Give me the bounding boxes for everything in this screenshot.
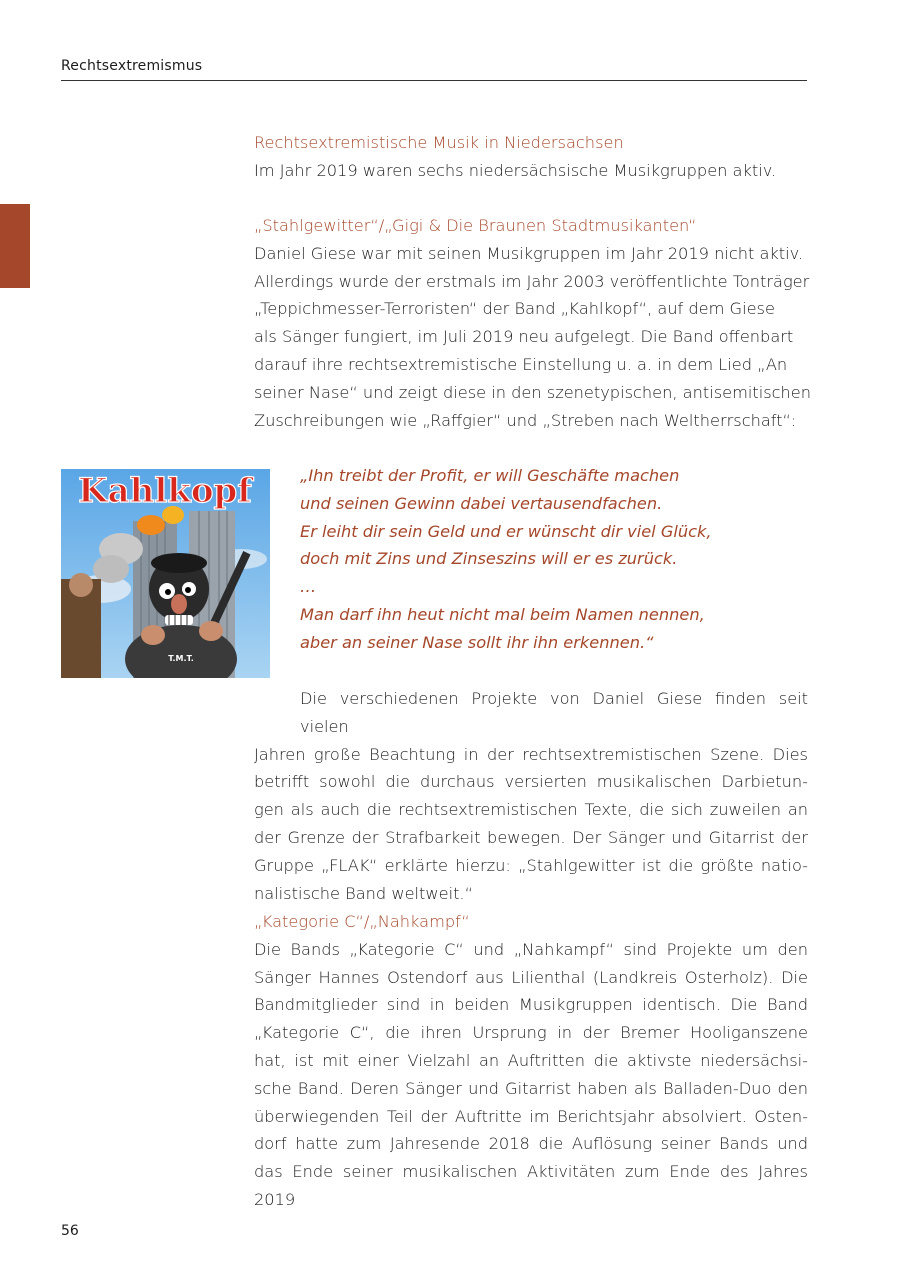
text-line: gen als auch die rechtsextremistischen Texte, die sich zuweilen an bbox=[254, 800, 808, 820]
cover-title-text: Kahlkopf bbox=[78, 471, 252, 511]
section-giese-projekte bbox=[254, 685, 808, 907]
text-line: als Sänger fungiert, im Juli 2019 neu aufgelegt. Die Band offenbart bbox=[254, 327, 794, 347]
quote-line: Man darf ihn heut nicht mal beim Namen nennen, bbox=[300, 604, 705, 624]
quote-line: doch mit Zins und Zinseszins will er es zurück. bbox=[300, 549, 678, 569]
section-heading: „Kategorie C“/„Nahkampf“ bbox=[254, 912, 470, 931]
song-lyrics-quote bbox=[300, 462, 760, 657]
quote-line: aber an seiner Nase sollt ihr ihn erkennen.“ bbox=[300, 632, 654, 652]
text-line: seiner Nase“ und zeigt diese in den szenetypischen, antisemitischen bbox=[254, 382, 812, 402]
section-musik-niedersachsen bbox=[254, 129, 808, 185]
running-head: Rechtsextremismus bbox=[61, 58, 807, 81]
text-line: Gruppe „FLAK“ erklärte hierzu: „Stahlgewitter ist die größte natio- bbox=[254, 855, 808, 875]
text-line: das Ende seiner musikalischen Aktivitäten zum Ende des Jahres 2019 bbox=[254, 1162, 808, 1209]
text-line: sche Band. Deren Sänger und Gitarrist haben als Balladen-Duo den bbox=[254, 1078, 808, 1098]
text-line: betrifft sowohl die durchaus versierten musikalischen Darbietun- bbox=[254, 772, 808, 792]
quote-line: und seinen Gewinn dabei vertausendfachen. bbox=[300, 493, 663, 513]
text-line: nalistische Band weltweit.“ bbox=[254, 883, 473, 903]
text-line: überwiegenden Teil der Auftritte im Berichtsjahr absolviert. Osten- bbox=[254, 1106, 808, 1126]
text-line: Allerdings wurde der erstmals im Jahr 2003 veröffentlichte Tonträger bbox=[254, 271, 810, 291]
paragraph bbox=[254, 240, 812, 435]
text-line: Die Bands „Kategorie C“ und „Nahkampf“ sind Projekte um den bbox=[254, 939, 808, 959]
paragraph bbox=[254, 936, 808, 1214]
quote-line: Er leiht dir sein Geld und er wünscht dir viel Glück, bbox=[300, 521, 712, 541]
text-line: Zuschreibungen wie „Raffgier“ und „Streben nach Weltherrschaft“: bbox=[254, 410, 797, 430]
section-stahlgewitter bbox=[254, 212, 812, 434]
cover-shirt-text: T.M.T. bbox=[168, 654, 194, 663]
text-line: dorf hatte zum Jahresende 2018 die Auflösung seiner Bands und bbox=[254, 1134, 808, 1154]
section-kategorie-c bbox=[254, 908, 808, 1214]
text-line: „Kategorie C“, die ihren Ursprung in der Bremer Hooliganszene bbox=[254, 1023, 808, 1043]
text-line: Daniel Giese war mit seinen Musikgruppen im Jahr 2019 nicht aktiv. bbox=[254, 243, 804, 263]
page-number: 56 bbox=[61, 1223, 79, 1239]
text-line: Jahren große Beachtung in der rechtsextremistischen Szene. Dies bbox=[254, 744, 808, 764]
text-line: darauf ihre rechtsextremistische Einstellung u. a. in dem Lied „An bbox=[254, 354, 788, 374]
text-line: Bandmitglieder sind in beiden Musikgruppen identisch. Die Band bbox=[254, 995, 808, 1015]
text-line: Die verschiedenen Projekte von Daniel Giese finden seit vielen bbox=[300, 689, 808, 736]
section-heading: Rechtsextremistische Musik in Niedersachsen bbox=[254, 133, 624, 152]
album-cover-image bbox=[61, 469, 270, 678]
paragraph: Im Jahr 2019 waren sechs niedersächsische Musikgruppen aktiv. bbox=[254, 160, 777, 180]
text-line: „Teppichmesser-Terroristen“ der Band „Kahlkopf“, auf dem Giese bbox=[254, 299, 775, 319]
text-line: hat, ist mit einer Vielzahl an Auftritten die aktivste niedersächsi- bbox=[254, 1050, 808, 1070]
quote-ellipsis: … bbox=[300, 577, 317, 597]
quote-line: „Ihn treibt der Profit, er will Geschäfte machen bbox=[300, 466, 680, 485]
section-heading: „Stahlgewitter“/„Gigi & Die Braunen Stadtmusikanten“ bbox=[254, 216, 697, 235]
chapter-tab-marker bbox=[0, 204, 30, 288]
text-line: Sänger Hannes Ostendorf aus Lilienthal (Landkreis Osterholz). Die bbox=[254, 967, 808, 987]
text-line: der Grenze der Strafbarkeit bewegen. Der Sänger und Gitarrist der bbox=[254, 827, 808, 847]
